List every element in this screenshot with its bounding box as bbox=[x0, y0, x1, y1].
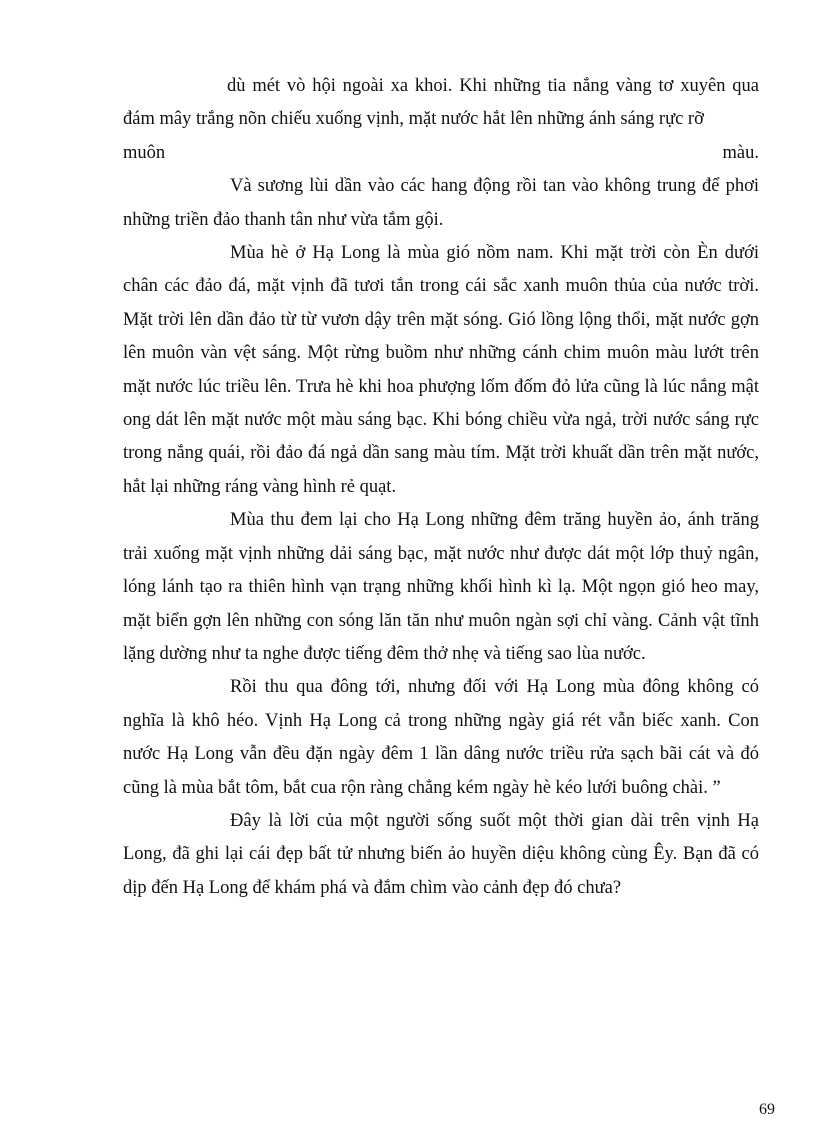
last-line-left-word: muôn bbox=[123, 142, 166, 163]
page-number: 69 bbox=[759, 1101, 775, 1118]
paragraph-closing: Đây là lời của một người sống suốt một thời gian dài trên vịnh Hạ Long, đã ghi lại cái đẹp bất tử nhưng biến ảo huyền diệu không cùng Êy. Bạn đã có dịp đến Hạ Long để khám phá và đắm chìm vào cảnh đẹp đó chưa? bbox=[123, 810, 759, 898]
paragraph-autumn: Mùa thu đem lại cho Hạ Long những đêm trăng huyền ảo, ánh trăng trải xuống mặt vịnh những dải sáng bạc, mặt nước như được dát một lớp thuỷ ngân, lóng lánh tạo ra thiên hình vạn trạng những khối hình kì lạ. Một ngọn gió heo may, mặt biển gợn lên những con sóng lăn tăn như muôn ngàn sợi chỉ vàng. Cảnh vật tĩnh lặng dường như ta nghe được tiếng đêm thở nhẹ và tiếng sao lùa nước. bbox=[123, 510, 759, 664]
paragraph-continuation: dù mét vò hội ngoài xa khoi. Khi những tia nắng vàng tơ xuyên qua đám mây trắng nõn chiếu xuống vịnh, mặt nước hắt lên những ánh sáng rực rỡ bbox=[123, 76, 759, 130]
paragraph-winter: Rồi thu qua đông tới, nhưng đối với Hạ Long mùa đông không có nghĩa là khô héo. Vịnh Hạ Long cả trong những ngày giá rét vẫn biếc xanh. Con nước Hạ Long vẫn đều đặn ngày đêm 1 lần dâng nước triều rửa sạch bãi cát và đó cũng là mùa bắt tôm, bắt cua rộn ràng chẳng kém ngày hè kéo lưới buông chài. ” bbox=[123, 677, 759, 798]
paragraph-fog: Và sương lùi dần vào các hang động rồi tan vào không trung để phơi những triền đảo thanh tân như vừa tắm gội. bbox=[123, 176, 759, 230]
body-text bbox=[123, 70, 759, 905]
paragraph-continuation-last-line bbox=[123, 137, 759, 170]
paragraph-summer: Mùa hè ở Hạ Long là mùa gió nồm nam. Khi mặt trời còn Èn dưới chân các đảo đá, mặt vịnh đã tươi tắn trong cái sắc xanh muôn thủa của nước trời. Mặt trời lên dần đảo từ từ vươn dậy trên mặt sóng. Gió lồng lộng thổi, mặt nước gợn lên muôn vàn vệt sáng. Một rừng buồm như những cánh chim muôn màu lướt trên mặt nước lúc triều lên. Trưa hè khi hoa phượng lốm đốm đỏ lửa cũng là lúc nắng mật ong dát lên mặt nước một màu sáng bạc. Khi bóng chiều vừa ngả, trời nước sáng rực trong nắng quái, rồi đảo đá ngả dần sang màu tím. Mặt trời khuất dần trên mặt nước, hắt lại những ráng vàng hình rẻ quạt. bbox=[123, 243, 759, 497]
last-line-right-word: màu. bbox=[722, 142, 759, 163]
